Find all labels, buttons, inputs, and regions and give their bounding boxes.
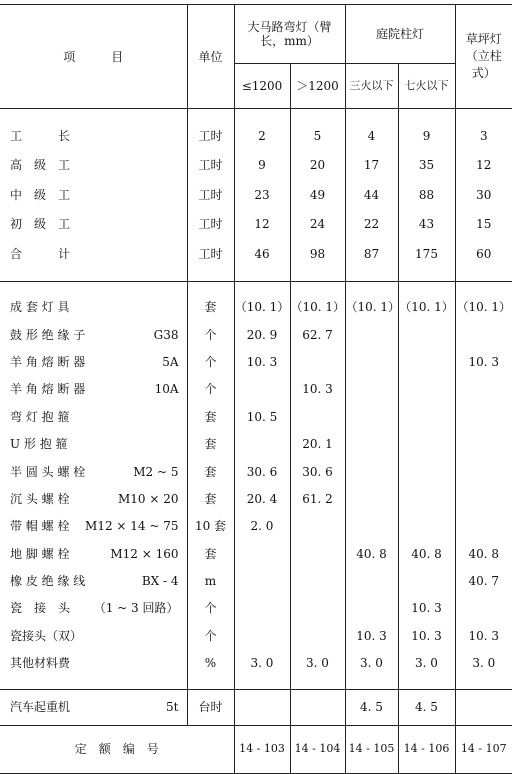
header-row-1 xyxy=(0,5,512,64)
row-value xyxy=(345,430,398,457)
row-value: 12 xyxy=(455,151,512,181)
quota-code: 14 - 103 xyxy=(234,725,290,773)
row-value xyxy=(455,403,512,430)
row-value: 43 xyxy=(398,210,455,240)
row-unit: 个 xyxy=(187,321,234,348)
row-value: 87 xyxy=(345,239,398,269)
row-value: 3. 0 xyxy=(398,650,455,677)
row-value xyxy=(455,485,512,512)
spacer-cell xyxy=(398,677,455,690)
row-value: 9 xyxy=(398,121,455,151)
row-value: 24 xyxy=(290,210,345,240)
row-item xyxy=(0,622,187,649)
row-item-name: 中 级 工 xyxy=(10,187,71,202)
row-value xyxy=(398,458,455,485)
spacer-cell xyxy=(345,281,398,294)
row-value: 2 xyxy=(234,121,290,151)
row-item xyxy=(0,430,187,457)
header-group-lawn xyxy=(455,5,512,109)
table-row xyxy=(0,180,512,210)
row-item-name: 地 脚 螺 栓 xyxy=(10,546,70,561)
spacer-cell xyxy=(290,269,345,282)
row-value: 46 xyxy=(234,239,290,269)
row-value xyxy=(345,321,398,348)
row-value: 10. 3 xyxy=(234,348,290,375)
quota-table xyxy=(0,4,512,774)
row-value: 10. 3 xyxy=(455,622,512,649)
header-group-lawn-label: 草坪灯（立柱式） xyxy=(465,32,502,80)
row-unit: 套 xyxy=(187,540,234,567)
quota-code: 14 - 107 xyxy=(455,725,512,773)
row-value: 35 xyxy=(398,151,455,181)
header-sub-gt1200: ＞1200 xyxy=(290,64,345,109)
row-unit: 工时 xyxy=(187,210,234,240)
table-row xyxy=(0,430,512,457)
row-item-name: 鼓 形 绝 缘 子 xyxy=(10,327,86,342)
row-item-name: 沉 头 螺 栓 xyxy=(10,491,70,506)
header-item: 项 目 xyxy=(0,5,187,109)
row-value xyxy=(345,513,398,540)
row-value: 40. 8 xyxy=(398,540,455,567)
row-value xyxy=(398,513,455,540)
table-row xyxy=(0,567,512,594)
spacer-cell xyxy=(290,281,345,294)
row-value xyxy=(455,513,512,540)
spacer-cell xyxy=(290,677,345,690)
row-value: 40. 7 xyxy=(455,567,512,594)
row-item-name: 羊 角 熔 断 器 xyxy=(10,382,86,397)
row-value: 2. 0 xyxy=(234,513,290,540)
row-unit: 套 xyxy=(187,485,234,512)
row-value xyxy=(345,595,398,622)
row-item-name: 其他材料费 xyxy=(10,656,71,671)
row-unit: 工时 xyxy=(187,239,234,269)
machine-item-name: 汽车起重机 xyxy=(10,700,71,715)
machine-value xyxy=(455,689,512,725)
quota-row xyxy=(0,725,512,773)
spacer-cell xyxy=(345,677,398,690)
spacer-cell xyxy=(234,269,290,282)
row-item xyxy=(0,403,187,430)
table-row xyxy=(0,622,512,649)
row-item-name: 瓷接头（双） xyxy=(10,628,83,643)
row-unit: 个 xyxy=(187,376,234,403)
row-item-name: 弯 灯 抱 箍 xyxy=(10,409,70,424)
row-item-spec: 10A xyxy=(154,382,179,397)
machine-value: 4. 5 xyxy=(398,689,455,725)
spacer-row xyxy=(0,677,512,690)
row-item xyxy=(0,458,187,485)
row-item xyxy=(0,567,187,594)
row-item-name: 带 帽 螺 栓 xyxy=(10,519,70,534)
row-value xyxy=(234,430,290,457)
table-row xyxy=(0,513,512,540)
spacer-cell xyxy=(455,269,512,282)
header-group-courtyard xyxy=(345,5,455,64)
row-value xyxy=(290,540,345,567)
row-item-name: 半 圆 头 螺 栓 xyxy=(10,464,86,479)
row-value xyxy=(345,458,398,485)
table-row xyxy=(0,239,512,269)
row-item-name: 瓷 接 头 xyxy=(10,601,71,616)
row-item xyxy=(0,595,187,622)
spacer-cell xyxy=(187,281,234,294)
row-value: 30 xyxy=(455,180,512,210)
row-value: 62. 7 xyxy=(290,321,345,348)
row-unit: 套 xyxy=(187,294,234,321)
row-item xyxy=(0,513,187,540)
table-row xyxy=(0,376,512,403)
spacer-cell xyxy=(0,269,187,282)
row-value: 30. 6 xyxy=(234,458,290,485)
row-value xyxy=(290,513,345,540)
spacer-cell xyxy=(187,109,234,122)
row-unit: m xyxy=(187,567,234,594)
row-value xyxy=(234,376,290,403)
header-sub-seven: 七火以下 xyxy=(398,64,455,109)
row-item-name: 成 套 灯 具 xyxy=(10,300,70,315)
table-row xyxy=(0,121,512,151)
row-value: 49 xyxy=(290,180,345,210)
row-value xyxy=(398,376,455,403)
row-unit: 工时 xyxy=(187,121,234,151)
row-value: （10. 1） xyxy=(398,294,455,321)
row-value: 10. 3 xyxy=(345,622,398,649)
row-value xyxy=(455,595,512,622)
row-item xyxy=(0,321,187,348)
row-value xyxy=(398,430,455,457)
spacer-cell xyxy=(0,281,187,294)
table-row xyxy=(0,458,512,485)
machine-section xyxy=(0,689,512,725)
row-value: 10. 3 xyxy=(398,595,455,622)
row-value: 9 xyxy=(234,151,290,181)
spacer-row xyxy=(0,109,512,122)
table-row xyxy=(0,485,512,512)
row-value xyxy=(234,595,290,622)
row-value: 10. 3 xyxy=(398,622,455,649)
row-value xyxy=(455,430,512,457)
row-unit: 10 套 xyxy=(187,513,234,540)
spacer-cell xyxy=(345,109,398,122)
row-value: （10. 1） xyxy=(290,294,345,321)
row-item-spec: BX - 4 xyxy=(141,574,179,589)
row-unit: 个 xyxy=(187,348,234,375)
header-group-courtyard-label: 庭院柱灯 xyxy=(376,27,425,41)
row-value: 60 xyxy=(455,239,512,269)
row-value: 3. 0 xyxy=(234,650,290,677)
row-value xyxy=(290,403,345,430)
quota-code: 14 - 105 xyxy=(345,725,398,773)
row-value: 23 xyxy=(234,180,290,210)
row-item-name: 羊 角 熔 断 器 xyxy=(10,354,86,369)
machine-value xyxy=(290,689,345,725)
row-value xyxy=(345,567,398,594)
labor-section xyxy=(0,109,512,282)
row-value xyxy=(345,348,398,375)
row-item-spec: G38 xyxy=(153,327,179,342)
row-value: 61. 2 xyxy=(290,485,345,512)
row-value: 88 xyxy=(398,180,455,210)
row-item xyxy=(0,180,187,210)
row-item xyxy=(0,540,187,567)
row-value xyxy=(398,485,455,512)
row-item-name: 工 长 xyxy=(10,128,71,143)
row-item-spec: M10 × 20 xyxy=(117,491,179,506)
row-item-spec: （1 ~ 3 回路） xyxy=(93,601,179,616)
row-value xyxy=(398,348,455,375)
quota-code: 14 - 106 xyxy=(398,725,455,773)
row-value: 20. 4 xyxy=(234,485,290,512)
row-unit: 套 xyxy=(187,403,234,430)
row-item-name: 合 计 xyxy=(10,246,71,261)
header-group-streetlight-label: 大马路弯灯（臂长，mm） xyxy=(247,20,332,48)
table-row xyxy=(0,403,512,430)
row-value: 175 xyxy=(398,239,455,269)
quota-code: 14 - 104 xyxy=(290,725,345,773)
row-value xyxy=(345,403,398,430)
row-item-spec: M2 ~ 5 xyxy=(133,464,179,479)
row-value xyxy=(234,622,290,649)
row-value: 3. 0 xyxy=(290,650,345,677)
spacer-cell xyxy=(290,109,345,122)
row-value xyxy=(455,321,512,348)
row-value: 40. 8 xyxy=(455,540,512,567)
row-unit: 工时 xyxy=(187,151,234,181)
row-value: 3 xyxy=(455,121,512,151)
row-item-name: 初 级 工 xyxy=(10,217,71,232)
row-unit: 套 xyxy=(187,430,234,457)
row-item xyxy=(0,294,187,321)
row-value xyxy=(398,567,455,594)
spacer-row xyxy=(0,281,512,294)
header-sub-three: 三火以下 xyxy=(345,64,398,109)
row-value: 40. 8 xyxy=(345,540,398,567)
spacer-row xyxy=(0,269,512,282)
row-item-spec: M12 × 14 ~ 75 xyxy=(85,519,179,534)
machine-item xyxy=(0,689,187,725)
row-value xyxy=(234,567,290,594)
row-unit: 工时 xyxy=(187,180,234,210)
spacer-cell xyxy=(187,677,234,690)
row-value: 30. 6 xyxy=(290,458,345,485)
spacer-cell xyxy=(187,269,234,282)
header-sub-le1200: ≤1200 xyxy=(234,64,290,109)
row-value: 10. 5 xyxy=(234,403,290,430)
row-item xyxy=(0,210,187,240)
row-value: 20. 9 xyxy=(234,321,290,348)
row-value xyxy=(234,540,290,567)
quota-label: 定 额 编 号 xyxy=(74,742,159,757)
spacer-cell xyxy=(345,269,398,282)
table-row xyxy=(0,321,512,348)
spacer-cell xyxy=(455,677,512,690)
row-item xyxy=(0,348,187,375)
row-value: （10. 1） xyxy=(234,294,290,321)
row-value xyxy=(455,458,512,485)
spacer-cell xyxy=(234,109,290,122)
row-item-name: U 形 抱 箍 xyxy=(10,437,68,452)
table-row xyxy=(0,650,512,677)
spacer-cell xyxy=(455,109,512,122)
row-value: 3. 0 xyxy=(345,650,398,677)
table-row xyxy=(0,294,512,321)
header-unit: 单位 xyxy=(187,5,234,109)
row-item-spec: M12 × 160 xyxy=(110,546,179,561)
spacer-cell xyxy=(0,677,187,690)
row-value xyxy=(455,376,512,403)
row-value: 17 xyxy=(345,151,398,181)
row-unit: % xyxy=(187,650,234,677)
machine-unit: 台时 xyxy=(187,689,234,725)
row-value: 20 xyxy=(290,151,345,181)
table-row xyxy=(0,540,512,567)
table-row xyxy=(0,210,512,240)
row-value xyxy=(345,485,398,512)
machine-value: 4. 5 xyxy=(345,689,398,725)
row-value: 10. 3 xyxy=(290,376,345,403)
row-value xyxy=(345,376,398,403)
row-value: 15 xyxy=(455,210,512,240)
row-value xyxy=(398,321,455,348)
row-item xyxy=(0,239,187,269)
spacer-cell xyxy=(234,281,290,294)
row-value: 10. 3 xyxy=(455,348,512,375)
row-value xyxy=(290,567,345,594)
spacer-cell xyxy=(398,269,455,282)
row-item xyxy=(0,485,187,512)
row-value xyxy=(290,348,345,375)
row-item-spec: 5A xyxy=(162,354,179,369)
spacer-cell xyxy=(0,109,187,122)
row-value: 4 xyxy=(345,121,398,151)
table-row xyxy=(0,595,512,622)
machine-item-spec: 5t xyxy=(166,700,179,715)
table-row xyxy=(0,151,512,181)
machine-row xyxy=(0,689,512,725)
row-value xyxy=(290,622,345,649)
row-item xyxy=(0,650,187,677)
row-item xyxy=(0,376,187,403)
row-value: 22 xyxy=(345,210,398,240)
spacer-cell xyxy=(455,281,512,294)
quota-section xyxy=(0,725,512,773)
row-value: 98 xyxy=(290,239,345,269)
row-value xyxy=(398,403,455,430)
machine-value xyxy=(234,689,290,725)
row-value: 12 xyxy=(234,210,290,240)
row-unit: 套 xyxy=(187,458,234,485)
row-value: （10. 1） xyxy=(345,294,398,321)
row-item xyxy=(0,121,187,151)
spacer-cell xyxy=(234,677,290,690)
table-row xyxy=(0,348,512,375)
spacer-cell xyxy=(398,281,455,294)
header-group-streetlight xyxy=(234,5,345,64)
row-value: （10. 1） xyxy=(455,294,512,321)
material-section xyxy=(0,281,512,689)
row-unit: 个 xyxy=(187,595,234,622)
row-item-name: 高 级 工 xyxy=(10,158,71,173)
row-item-name: 橡 皮 绝 缘 线 xyxy=(10,574,86,589)
row-unit: 个 xyxy=(187,622,234,649)
row-value: 3. 0 xyxy=(455,650,512,677)
spacer-cell xyxy=(398,109,455,122)
row-value: 44 xyxy=(345,180,398,210)
row-value: 5 xyxy=(290,121,345,151)
row-value: 20. 1 xyxy=(290,430,345,457)
row-value xyxy=(290,595,345,622)
row-item xyxy=(0,151,187,181)
